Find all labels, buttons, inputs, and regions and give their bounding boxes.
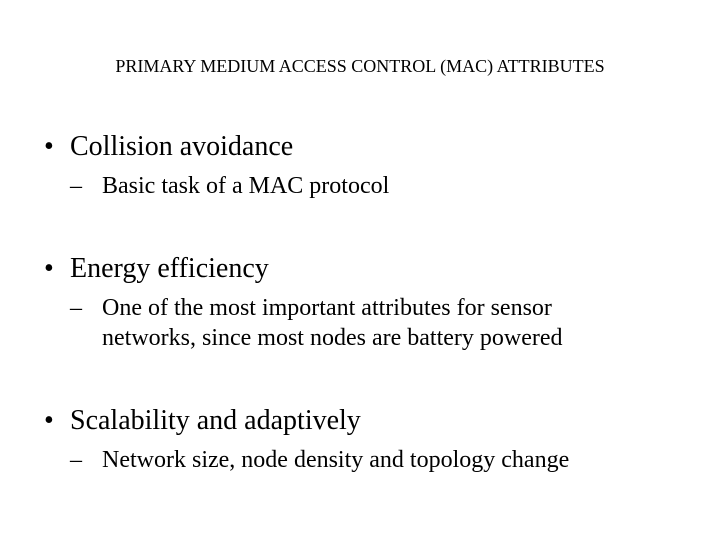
bullet-heading: Scalability and adaptively bbox=[70, 405, 361, 436]
bullet-marker: • bbox=[44, 131, 54, 162]
bullet-heading: Collision avoidance bbox=[70, 131, 294, 162]
sub-bullet-marker: – bbox=[70, 447, 82, 473]
bullet-marker: • bbox=[44, 253, 54, 284]
bullet-heading: Energy efficiency bbox=[70, 253, 269, 284]
sub-bullet-energy-efficiency bbox=[70, 293, 563, 353]
sub-bullet-line: One of the most important attributes for sensor bbox=[102, 295, 552, 321]
bullet-marker: • bbox=[44, 405, 54, 436]
sub-bullet-marker: – bbox=[70, 173, 82, 199]
sub-bullet-collision-avoidance bbox=[70, 171, 389, 201]
bullet-scalability bbox=[44, 405, 361, 437]
sub-bullet-marker: – bbox=[70, 295, 82, 321]
sub-bullet-line: Basic task of a MAC protocol bbox=[102, 173, 390, 199]
slide-title: PRIMARY MEDIUM ACCESS CONTROL (MAC) ATTRIBUTES bbox=[115, 56, 605, 76]
sub-bullet-scalability bbox=[70, 445, 569, 475]
sub-bullet-line: networks, since most nodes are battery powered bbox=[102, 325, 563, 351]
sub-bullet-line: Network size, node density and topology change bbox=[102, 447, 570, 473]
bullet-energy-efficiency bbox=[44, 253, 269, 285]
bullet-collision-avoidance bbox=[44, 131, 293, 163]
